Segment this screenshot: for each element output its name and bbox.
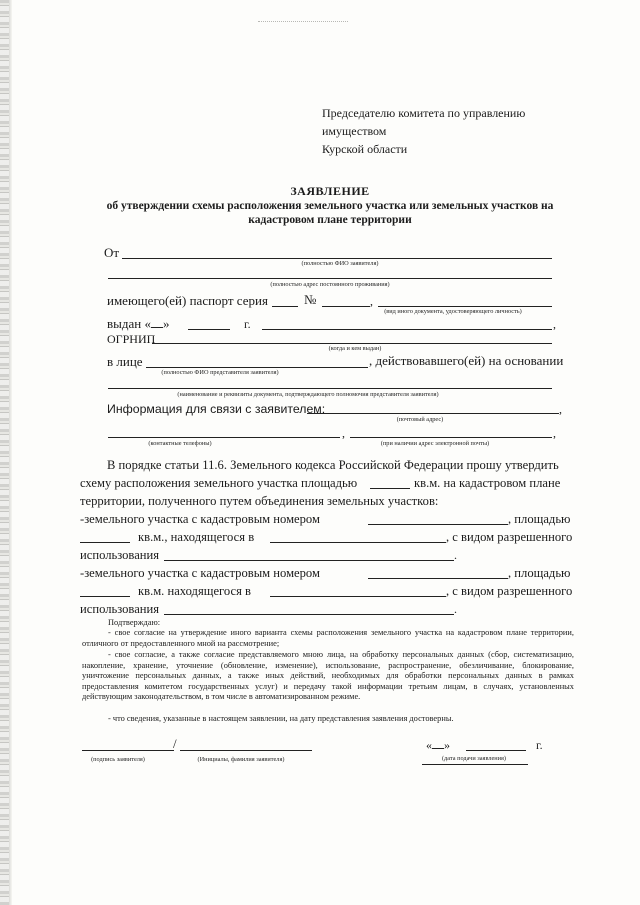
acting-label: , действовавшего(ей) на основании (369, 353, 564, 368)
from-label: От (104, 245, 120, 260)
confirm-heading: Подтверждаю: (108, 618, 161, 627)
email-field[interactable] (350, 437, 552, 438)
usage-label: использования (80, 602, 160, 616)
date-month-field[interactable] (466, 750, 526, 751)
document-subtitle: об утверждении схемы расположения земельного участка или земельных участков на (106, 200, 554, 212)
issued-close-quote: » (162, 316, 170, 331)
area-label: , площадью (508, 566, 571, 580)
caption-signature: (подпись заявителя) (91, 756, 145, 763)
plot2-location-field[interactable] (270, 596, 446, 597)
period: . (454, 548, 457, 562)
scan-artifact (258, 21, 348, 23)
date-close-quote: » (444, 738, 450, 752)
date-day-field[interactable] (432, 738, 444, 749)
caption-address: (полностью адрес постоянного проживания) (270, 281, 390, 288)
represented-label: в лице (107, 354, 143, 369)
usage-label: использования (80, 548, 160, 562)
passport-label: имеющего(ей) паспорт серия (107, 293, 268, 308)
comma: , (370, 294, 373, 308)
caption-initials: (Инициалы, фамилия заявителя) (197, 756, 285, 763)
address-field[interactable] (108, 278, 552, 279)
paragraph-line: кв.м. на кадастровом плане (414, 476, 561, 490)
ogrnip-label: ОГРНИП (107, 332, 156, 346)
issued-by-field[interactable] (262, 329, 552, 330)
period: . (454, 602, 457, 616)
caption-phone: (контактные телефоны) (148, 440, 212, 447)
signature-field[interactable] (82, 750, 174, 751)
plot2-cadastral-field[interactable] (368, 578, 508, 579)
comma: , (342, 426, 345, 440)
year-suffix: г. (244, 317, 251, 331)
comma: , (553, 426, 556, 440)
plot1-cadastral-field[interactable] (368, 524, 508, 525)
initials-field[interactable] (180, 750, 312, 751)
addressee-line: имуществом (322, 124, 387, 138)
passport-number-field[interactable] (322, 306, 370, 307)
document-title: ЗАЯВЛЕНИЕ (290, 184, 370, 198)
caption-postal: (почтовый адрес) (396, 416, 444, 423)
area-label: , площадью (508, 512, 571, 526)
issued-label-text: выдан « (107, 316, 151, 331)
permitted-label: , с видом разрешенного (446, 530, 573, 544)
scan-edge (0, 0, 9, 905)
plot-label: -земельного участка с кадастровым номером (80, 566, 320, 580)
caption-authority: (наименование и реквизиты документа, подтверждающего полномочия представителя заявителя) (177, 391, 439, 398)
scan-edge-shadow (9, 0, 12, 905)
scheme-area-field[interactable] (370, 488, 410, 489)
phone-field[interactable] (108, 437, 340, 438)
caption-issued: (когда и кем выдан) (328, 345, 382, 352)
number-sign: № (304, 292, 317, 307)
addressee-line: Председателю комитета по управлению (322, 106, 526, 120)
contact-label: Информация для связи с заявителем: (107, 402, 326, 416)
caption-fio: (полностью ФИО заявителя) (301, 260, 379, 267)
year-suffix: г. (536, 738, 543, 752)
confirm-item: - свое согласие на утверждение иного варианта схемы расположения земельного участка на кадастровом плане территории, отличного от предоставленного мной на рассмотрение; (82, 628, 574, 648)
document-subtitle: кадастровом плане территории (248, 214, 412, 226)
paragraph-line: схему расположения земельного участка площадью (80, 476, 358, 490)
addressee-line: Курской области (322, 142, 408, 156)
caption-representative: (полностью ФИО представителя заявителя) (161, 369, 279, 376)
representative-name-field[interactable] (146, 367, 368, 368)
plot1-area-field[interactable] (80, 542, 130, 543)
ogrnip-field[interactable] (152, 343, 552, 344)
other-document-field[interactable] (378, 306, 552, 307)
caption-email: (при наличии адрес электронной почты) (380, 440, 490, 447)
plot-label: -земельного участка с кадастровым номером (80, 512, 320, 526)
date-underline (422, 764, 528, 765)
comma: , (553, 317, 556, 331)
paragraph-line: В порядке статьи 11.6. Земельного кодекса Российской Федерации прошу утвердить (107, 458, 559, 472)
comma: , (559, 402, 562, 416)
caption-date: (дата подачи заявления) (441, 755, 507, 762)
applicant-name-field[interactable] (122, 258, 552, 259)
postal-address-field[interactable] (307, 413, 559, 414)
signature-slash: / (173, 736, 177, 751)
issued-month-field[interactable] (188, 329, 230, 330)
issued-label (107, 317, 169, 331)
caption-document: (вид иного документа, удостоверяющего личность) (384, 308, 522, 315)
plot1-location-field[interactable] (270, 542, 446, 543)
issued-day-field[interactable] (151, 317, 163, 328)
permitted-label: , с видом разрешенного (446, 584, 573, 598)
confirm-item: - что сведения, указанные в настоящем заявлении, на дату представления заявления достоверны. (108, 714, 454, 723)
paragraph-line: территории, полученного путем объединения земельных участков: (80, 494, 439, 508)
date-open-quote: « (426, 738, 432, 752)
confirm-item: - свое согласие, а также согласие представляемого мною лица, на обработку персональных данных (сбор, систематизацию, накопление, хранение, уточнение (обновление, изменение), использование, распространение, обезличивание, блокирование, уничтожение персональных данных, а также иных действий, необходимых для обработки персональных данных в рамках предоставления комитетом государственных услуг) и передачу такой информации третьим лицам, в случаях, установленных действующим законодательством, в том числе в автоматизированном режиме. (82, 650, 574, 702)
plot2-usage-field[interactable] (164, 614, 454, 615)
located-label: кв.м., находящегося в (138, 530, 255, 544)
plot2-area-field[interactable] (80, 596, 130, 597)
authority-document-field[interactable] (108, 388, 552, 389)
located-label: кв.м. находящегося в (138, 584, 251, 598)
passport-series-field[interactable] (272, 306, 298, 307)
plot1-usage-field[interactable] (164, 560, 454, 561)
date-block (426, 738, 450, 752)
